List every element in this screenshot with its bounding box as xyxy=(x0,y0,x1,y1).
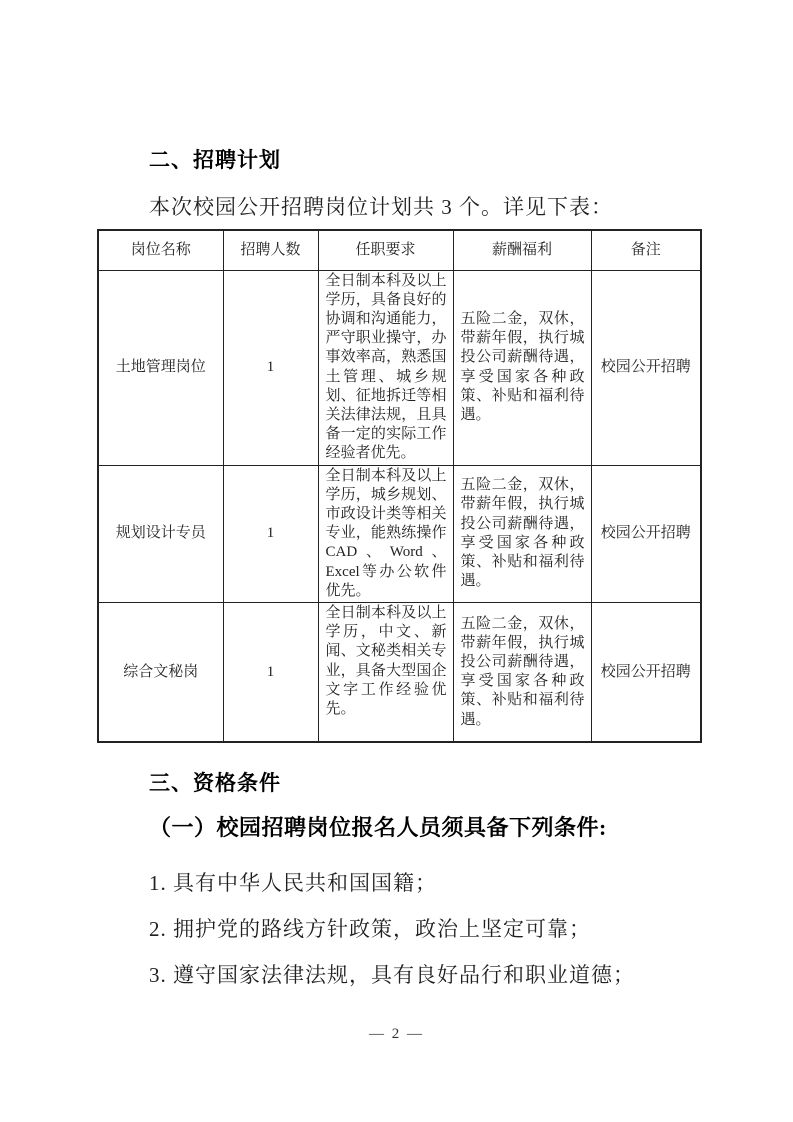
table-header-row xyxy=(98,230,701,270)
cell-position: 规划设计专员 xyxy=(98,465,223,602)
column-header-requirements: 任职要求 xyxy=(318,230,453,270)
cell-remark: 校园公开招聘 xyxy=(591,465,701,602)
cell-count: 1 xyxy=(223,465,318,602)
cell-salary: 五险二金，双休，带薪年假，执行城投公司薪酬待遇，享受国家各种政策、补贴和福利待遇。 xyxy=(453,465,591,602)
table-row xyxy=(98,270,701,465)
page-number: — 2 — xyxy=(369,1026,424,1042)
cell-requirements: 全日制本科及以上学历，城乡规划、市政设计类等相关专业，能熟练操作CAD、Word、Excel等办公软件优先。 xyxy=(318,465,453,602)
condition-item-1: 1. 具有中华人民共和国国籍； xyxy=(149,871,437,896)
cell-salary: 五险二金，双休，带薪年假，执行城投公司薪酬待遇，享受国家各种政策、补贴和福利待遇。 xyxy=(453,602,591,742)
cell-requirements: 全日制本科及以上学历，中文、新闻、文秘类相关专业，具备大型国企文字工作经验优先。 xyxy=(318,602,453,742)
cell-position: 土地管理岗位 xyxy=(98,270,223,465)
condition-item-3: 3. 遵守国家法律法规，具有良好品行和职业道德； xyxy=(149,963,635,988)
cell-count: 1 xyxy=(223,270,318,465)
table-row xyxy=(98,465,701,602)
cell-count: 1 xyxy=(223,602,318,742)
cell-salary: 五险二金，双休，带薪年假，执行城投公司薪酬待遇，享受国家各种政策、补贴和福利待遇。 xyxy=(453,270,591,465)
recruitment-table xyxy=(97,229,702,743)
cell-remark: 校园公开招聘 xyxy=(591,602,701,742)
section-heading-qualifications: 三、资格条件 xyxy=(149,772,281,796)
column-header-position: 岗位名称 xyxy=(98,230,223,270)
column-header-remark: 备注 xyxy=(591,230,701,270)
condition-item-2: 2. 拥护党的路线方针政策，政治上坚定可靠； xyxy=(149,917,591,942)
subsection-heading-conditions: （一）校园招聘岗位报名人员须具备下列条件: xyxy=(149,815,607,841)
intro-paragraph: 本次校园公开招聘岗位计划共 3 个。详见下表： xyxy=(149,195,613,219)
cell-position: 综合文秘岗 xyxy=(98,602,223,742)
section-heading-recruitment-plan: 二、招聘计划 xyxy=(149,149,281,172)
column-header-count: 招聘人数 xyxy=(223,230,318,270)
cell-remark: 校园公开招聘 xyxy=(591,270,701,465)
cell-requirements: 全日制本科及以上学历，具备良好的协调和沟通能力，严守职业操守，办事效率高，熟悉国土管理、城乡规划、征地拆迁等相关法律法规，且具备一定的实际工作经验者优先。 xyxy=(318,270,453,465)
table-row xyxy=(98,602,701,742)
column-header-salary: 薪酬福利 xyxy=(453,230,591,270)
